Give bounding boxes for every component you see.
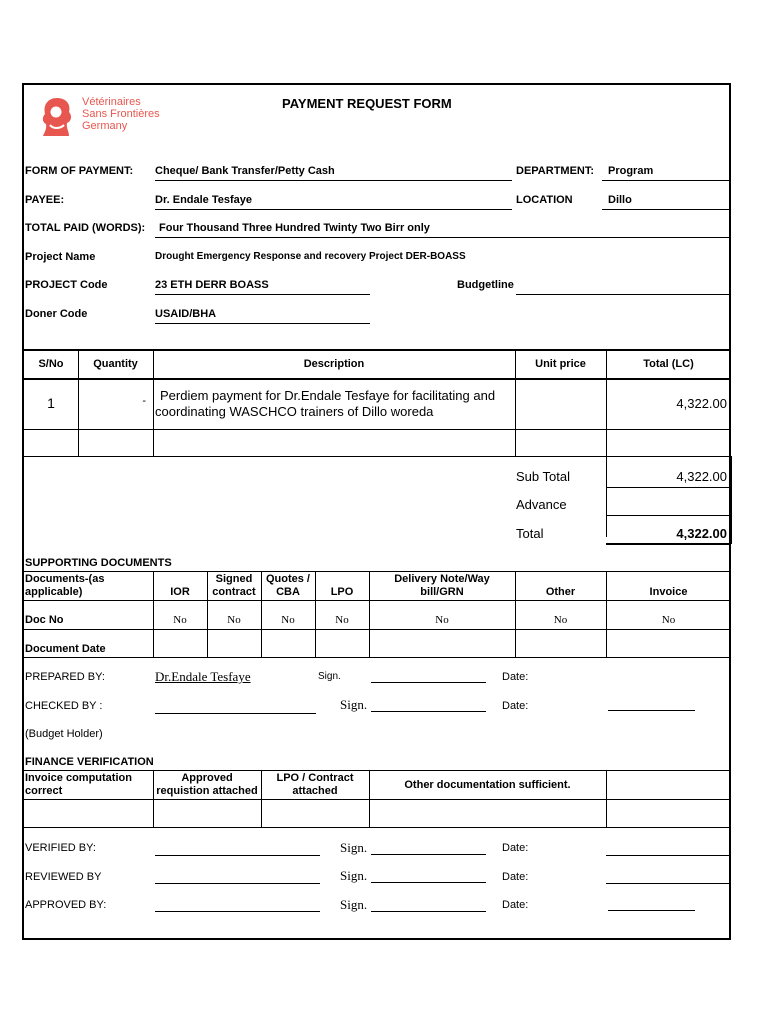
logo-text	[82, 96, 160, 132]
sup-header-signed-contract	[207, 573, 261, 599]
finance-col3-line1: LPO / Contract	[276, 772, 354, 784]
form-of-payment-underline	[155, 180, 512, 181]
approved-sign-label: Sign.	[340, 897, 368, 912]
sup-header-invoice-line2: Invoice	[649, 586, 688, 598]
reviewed-date-line[interactable]	[606, 883, 731, 884]
items-table-top	[24, 349, 731, 351]
sup-header-invoice	[606, 573, 731, 599]
payee-value[interactable]: Dr. Endale Tesfaye	[155, 194, 253, 206]
sup-header-quotes	[261, 573, 315, 599]
prepared-sign-label: Sign.	[318, 671, 341, 682]
approved-date-line[interactable]	[608, 910, 695, 911]
row1-quantity: -	[142, 395, 146, 407]
sup-header-other	[515, 573, 606, 599]
doc-no-signed: No	[227, 614, 241, 626]
approved-by-label: APPROVED BY:	[25, 899, 107, 911]
budgetline-underline	[516, 294, 731, 295]
sup-header-lpo-line2: LPO	[330, 586, 354, 598]
items-col4	[606, 349, 607, 537]
location-value[interactable]: Dillo	[608, 194, 632, 206]
fin-col4	[606, 770, 607, 827]
form-of-payment-label: FORM OF PAYMENT:	[25, 165, 134, 177]
project-code-value[interactable]: 23 ETH DERR BOASS	[155, 279, 269, 291]
supporting-title: SUPPORTING DOCUMENTS	[25, 557, 172, 569]
total-value: 4,322.00	[676, 526, 727, 541]
logo-line-1: Vétérinaires	[82, 96, 141, 108]
verified-sign-line[interactable]	[371, 854, 486, 855]
col-description-header: Description	[303, 358, 365, 370]
col-total-header: Total (LC)	[643, 358, 694, 370]
finance-title: FINANCE VERIFICATION	[25, 756, 154, 768]
sup-header-ior-line2: IOR	[170, 586, 190, 598]
items-row2-bottom	[24, 456, 731, 457]
advance-label: Advance	[516, 497, 567, 512]
doc-no-ior: No	[173, 614, 187, 626]
finance-col4: Other documentation sufficient.	[404, 779, 571, 791]
project-code-underline	[155, 294, 370, 295]
reviewed-date-label: Date:	[502, 871, 529, 883]
sub-total-bottom	[606, 487, 731, 488]
doc-no-delivery: No	[435, 614, 449, 626]
doc-no-lpo: No	[335, 614, 349, 626]
finance-row-bottom	[24, 827, 731, 828]
verified-date-label: Date:	[502, 842, 529, 854]
finance-col1	[25, 772, 132, 798]
logo-line-2: Sans Frontières	[82, 108, 160, 120]
form-title: PAYMENT REQUEST FORM	[282, 96, 452, 111]
payee-underline	[155, 209, 512, 210]
sub-total-value: 4,322.00	[676, 469, 727, 484]
total-words-underline	[155, 237, 731, 238]
location-label: LOCATION	[516, 194, 573, 206]
prepared-date-label: Date:	[502, 671, 529, 683]
department-underline	[602, 180, 731, 181]
prepared-by-label: PREPARED BY:	[25, 671, 105, 683]
sup-header-lpo-line1	[315, 573, 369, 586]
checked-by-label: CHECKED BY :	[25, 700, 103, 712]
sup-header-other-line1	[515, 573, 606, 586]
logo-line-3: Germany	[82, 120, 128, 132]
row1-description-line2: coordinating WASCHCO trainers of Dillo woreda	[155, 404, 434, 419]
total-words-value[interactable]: Four Thousand Three Hundred Twinty Two Birr only	[159, 222, 430, 234]
approved-date-label: Date:	[502, 899, 529, 911]
supporting-top	[24, 571, 731, 572]
finance-col1-line2: correct	[25, 785, 63, 797]
supporting-header-bottom	[24, 600, 731, 601]
checked-by-line[interactable]	[155, 713, 316, 714]
col-sno-header: S/No	[38, 358, 64, 370]
department-label: DEPARTMENT:	[516, 165, 595, 177]
sup-header-lpo	[315, 573, 369, 599]
prepared-sign-line[interactable]	[371, 682, 486, 683]
items-right-inner	[731, 456, 732, 544]
reviewed-sign-line[interactable]	[371, 882, 486, 883]
finance-col3-line2: attached	[292, 785, 338, 797]
finance-top	[24, 770, 731, 771]
project-code-label: PROJECT Code	[25, 279, 108, 291]
verified-sign-label: Sign.	[340, 840, 368, 855]
verified-by-label: VERIFIED BY:	[25, 842, 96, 854]
finance-col2-line2: requistion attached	[156, 785, 258, 797]
row1-sno: 1	[47, 395, 55, 411]
total-bottom	[606, 543, 731, 545]
sup-header-quotes-line2: CBA	[276, 586, 300, 598]
doc-label-line1: Documents-(as	[25, 573, 105, 585]
finance-col3	[261, 772, 369, 798]
donor-code-underline	[155, 323, 370, 324]
col-quantity-header: Quantity	[93, 358, 138, 370]
reviewed-sign-label: Sign.	[340, 868, 368, 883]
row1-description-line1: Perdiem payment for Dr.Endale Tesfaye for facilitating and	[160, 388, 496, 403]
doc-no-invoice: No	[661, 614, 676, 626]
prepared-by-value[interactable]: Dr.Endale Tesfaye	[155, 669, 251, 684]
checked-sign-label: Sign.	[340, 697, 368, 712]
items-header-bottom	[24, 378, 731, 380]
checked-sign-line[interactable]	[371, 711, 486, 712]
col-unit-price-header: Unit price	[535, 358, 586, 370]
vsf-logo-icon	[39, 95, 75, 139]
finance-col2-line1: Approved	[181, 772, 233, 784]
checked-date-line[interactable]	[608, 710, 695, 711]
reviewed-by-label: REVIEWED BY	[25, 871, 102, 883]
budget-holder-label: (Budget Holder)	[25, 728, 103, 740]
finance-header-bottom	[24, 799, 731, 800]
sub-total-label: Sub Total	[516, 469, 570, 484]
sup-header-signed-line1: Signed	[215, 573, 253, 585]
budgetline-label: Budgetline	[457, 279, 514, 291]
doc-label	[25, 573, 104, 599]
sup-header-signed-line2: contract	[212, 586, 256, 598]
payee-label: PAYEE:	[25, 194, 65, 206]
location-underline	[602, 209, 731, 210]
verified-date-line[interactable]	[606, 855, 731, 856]
project-name-label: Project Name	[25, 251, 96, 263]
finance-col2	[153, 772, 261, 798]
total-words-label: TOTAL PAID (WORDS):	[25, 222, 146, 234]
finance-col1-line1: Invoice computation	[25, 772, 132, 784]
total-label: Total	[516, 526, 544, 541]
reviewed-by-line[interactable]	[155, 883, 320, 884]
approved-by-line[interactable]	[155, 911, 320, 912]
sup-header-delivery-line2: bill/GRN	[420, 586, 464, 598]
verified-by-line[interactable]	[155, 855, 320, 856]
doc-no-quotes: No	[281, 614, 295, 626]
row1-total: 4,322.00	[676, 396, 727, 411]
donor-code-label: Doner Code	[25, 308, 88, 320]
sup-header-delivery	[369, 573, 515, 599]
sup-header-invoice-line1	[606, 573, 731, 586]
project-name-value[interactable]: Drought Emergency Response and recovery Project DER-BOASS	[155, 251, 466, 262]
approved-sign-line[interactable]	[371, 911, 486, 912]
sup-header-other-line2: Other	[545, 586, 576, 598]
document-date-label: Document Date	[25, 643, 106, 655]
doc-no-label: Doc No	[25, 614, 64, 626]
items-row1-bottom	[24, 429, 731, 430]
payment-request-form	[22, 83, 731, 940]
supporting-docno-bottom	[24, 629, 731, 630]
sup-header-ior	[153, 573, 207, 599]
sup-header-delivery-line1: Delivery Note/Way	[394, 573, 490, 585]
doc-no-other: No	[553, 614, 568, 626]
department-value[interactable]: Program	[608, 165, 654, 177]
supporting-date-bottom	[24, 657, 731, 658]
checked-date-label: Date:	[502, 700, 529, 712]
sup-header-ior-line1	[153, 573, 207, 586]
donor-code-value[interactable]: USAID/BHA	[155, 308, 217, 320]
sup-header-quotes-line1: Quotes /	[265, 573, 310, 585]
advance-bottom	[606, 515, 731, 516]
doc-label-line2: applicable)	[25, 586, 83, 598]
form-of-payment-value[interactable]: Cheque/ Bank Transfer/Petty Cash	[155, 165, 335, 177]
